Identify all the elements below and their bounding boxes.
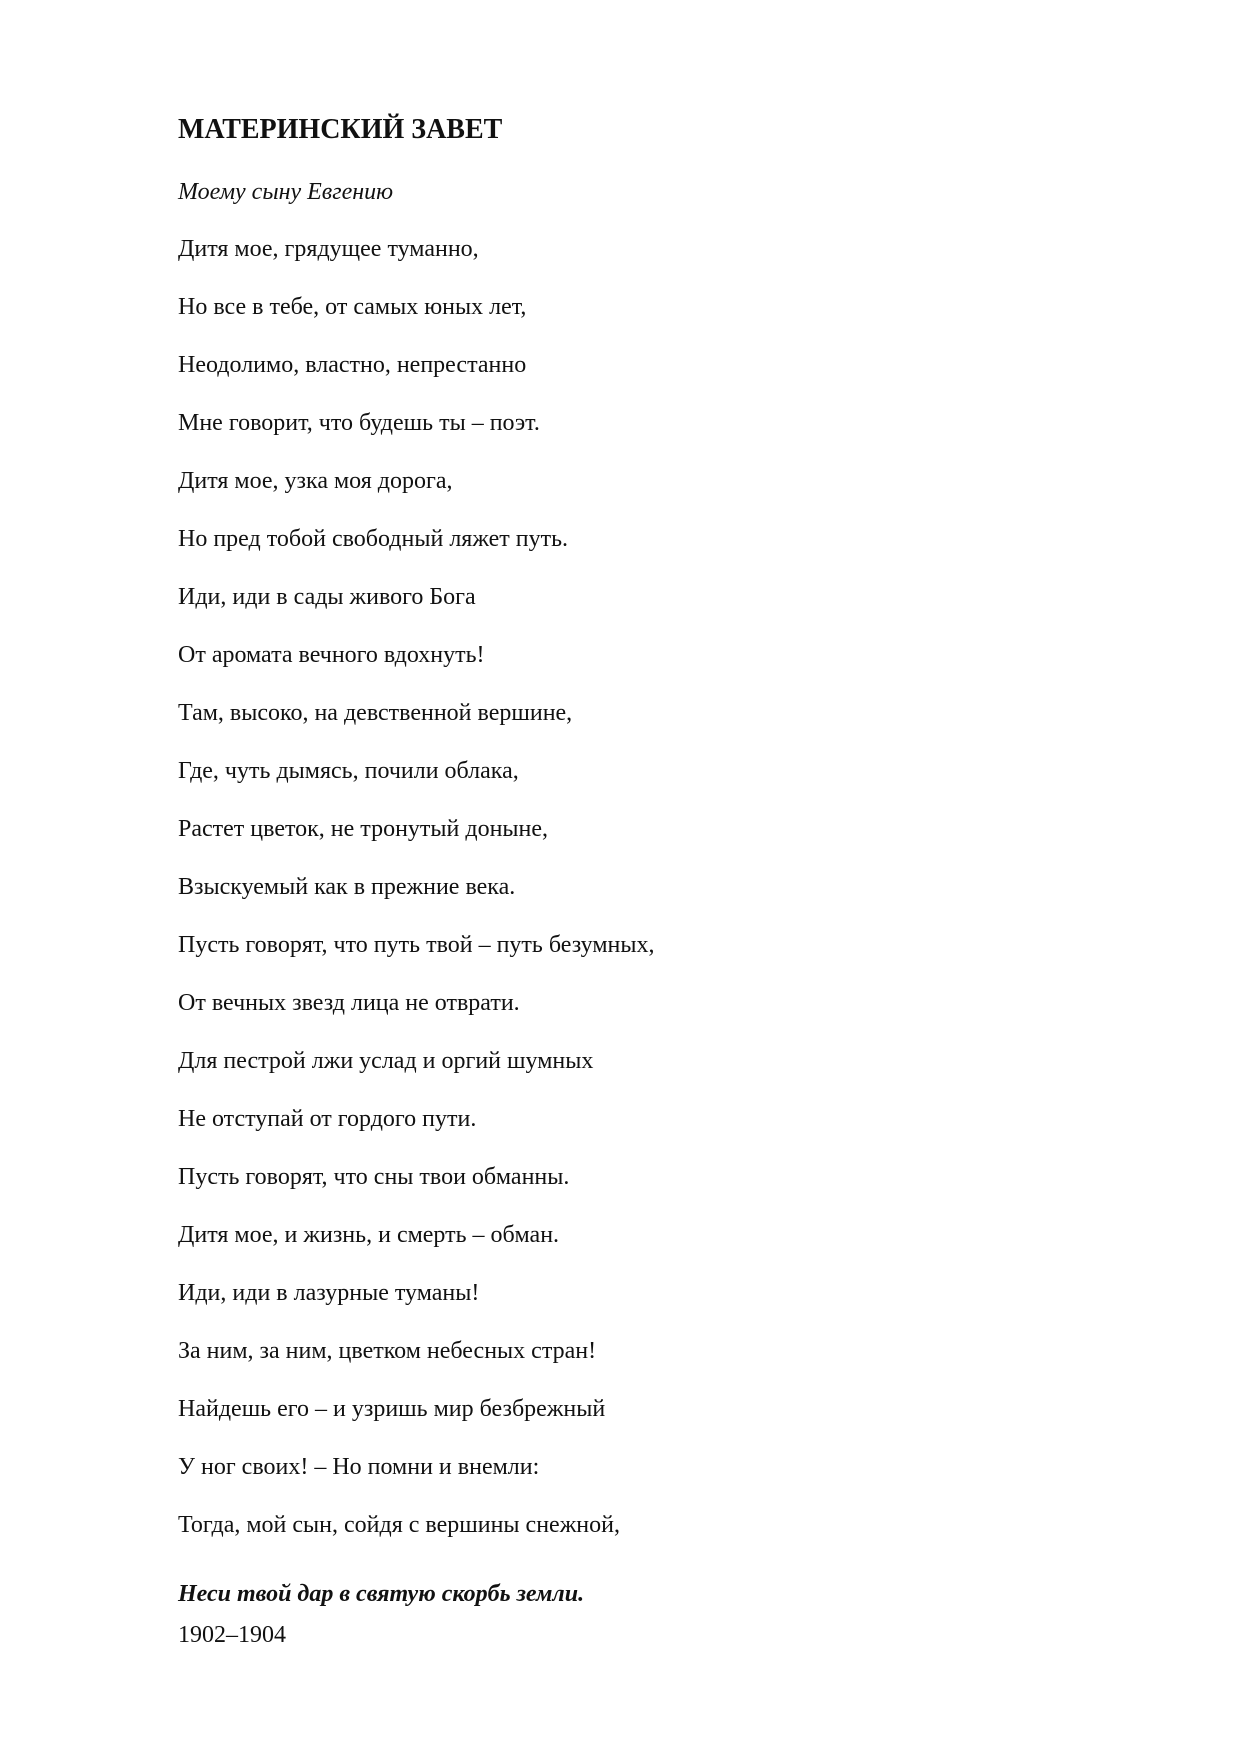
verse-line: Дитя мое, и жизнь, и смерть – обман. [178,1222,560,1248]
poem-title: МАТЕРИНСКИЙ ЗАВЕТ [178,114,503,145]
poem-verses [178,237,655,1571]
verse-line: Пусть говорят, что путь твой – путь безумных, [178,932,655,958]
verse-line: За ним, за ним, цветком небесных стран! [178,1338,597,1364]
verse-line: Дитя мое, грядущее туманно, [178,236,479,262]
verse-line: Там, высоко, на девственной вершине, [178,700,573,726]
verse-line: Пусть говорят, что сны твои обманны. [178,1164,570,1190]
verse-line: От аромата вечного вдохнуть! [178,642,485,668]
verse-line: Дитя мое, узка моя дорога, [178,468,453,494]
verse-line: Тогда, мой сын, сойдя с вершины снежной, [178,1512,620,1538]
verse-line: Растет цветок, не тронутый доныне, [178,816,549,842]
verse-line: Найдешь его – и узришь мир безбрежный [178,1396,606,1422]
verse-line: От вечных звезд лица не отврати. [178,990,520,1016]
verse-line: Но пред тобой свободный ляжет путь. [178,526,569,552]
poem-dedication: Моему сыну Евгению [178,179,394,205]
verse-line: Иди, иди в сады живого Бога [178,584,476,610]
verse-line: Но все в тебе, от самых юных лет, [178,294,527,320]
verse-line: У ног своих! – Но помни и внемли: [178,1454,540,1480]
poem-date: 1902–1904 [178,1622,286,1648]
poem-final-line: Неси твой дар в святую скорбь земли. [178,1581,585,1607]
verse-line: Неодолимо, властно, непрестанно [178,352,527,378]
verse-line: Иди, иди в лазурные туманы! [178,1280,480,1306]
verse-line: Для пестрой лжи услад и оргий шумных [178,1048,594,1074]
verse-line: Не отступай от гордого пути. [178,1106,477,1132]
verse-line: Взыскуемый как в прежние века. [178,874,516,900]
verse-line: Где, чуть дымясь, почили облака, [178,758,519,784]
verse-line: Мне говорит, что будешь ты – поэт. [178,410,540,436]
